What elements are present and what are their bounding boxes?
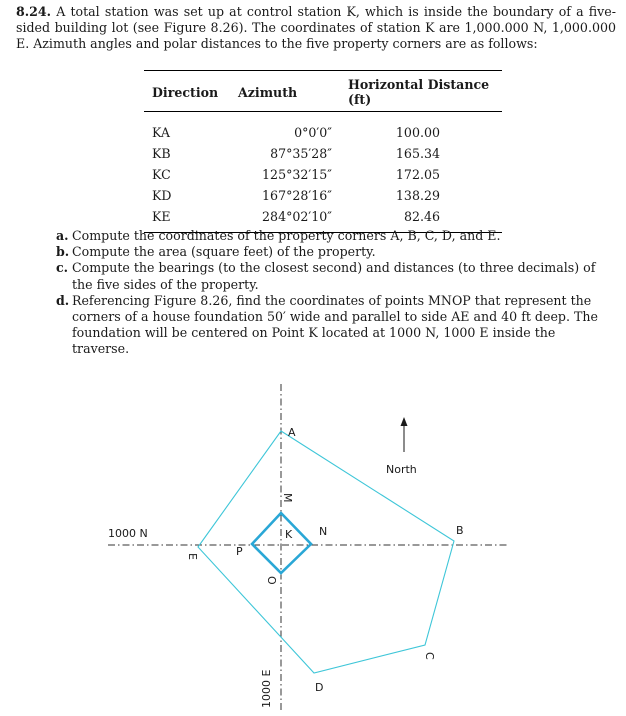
part-text: Compute the area (square feet) of the property. (72, 244, 376, 260)
cell-azimuth: 87°35′28″ (270, 146, 332, 161)
label-m: M (281, 493, 294, 503)
cell-azimuth: 284°02′10″ (238, 205, 348, 233)
cell-azimuth: 125°32′15″ (262, 167, 332, 182)
cell-distance: 100.00 (395, 125, 440, 140)
northing-label: 1000 N (108, 527, 148, 540)
cell-distance: 165.34 (395, 146, 440, 161)
cell-distance: 172.05 (395, 167, 440, 182)
label-b: B (456, 524, 464, 537)
easting-label: 1000 E (260, 669, 273, 708)
cell-direction: KE (144, 205, 238, 233)
part-text: Compute the coordinates of the property corners A, B, C, D, and E. (72, 228, 501, 243)
part-label: a. (56, 228, 69, 243)
label-n: N (319, 525, 328, 538)
cell-distance: 138.29 (395, 188, 440, 203)
part-label: b. (56, 244, 70, 260)
part-label: c. (56, 260, 69, 276)
cell-azimuth: 167°28′16″ (262, 188, 332, 203)
label-c: C (423, 652, 436, 660)
part-text: Compute the bearings (to the closest second) and distances (to three decimals) of the five sides of the property. (72, 260, 596, 292)
part-text: Referencing Figure 8.26, find the coordinates of points MNOP that represent the corners of a house foundation 50′ wide and parallel to side AE and 40 ft deep. The foundation will be centered on Point K located at 1000 N, 1000 E inside the traverse. (72, 292, 598, 357)
cell-distance: 82.46 (348, 205, 502, 233)
cell-direction: KD (152, 188, 172, 203)
header-azimuth: Azimuth (238, 71, 348, 112)
cell-direction: KA (152, 125, 170, 140)
label-a: A (288, 426, 296, 439)
north-label: North (386, 463, 417, 476)
label-d: D (315, 681, 324, 694)
problem-number: 8.24. (16, 4, 52, 19)
label-o: O (265, 576, 278, 585)
label-k: K (285, 528, 293, 541)
north-arrow-icon (401, 417, 408, 426)
header-direction: Direction (144, 71, 238, 112)
cell-azimuth: 0°0′0″ (294, 125, 332, 140)
label-e: E (186, 553, 199, 560)
label-p: P (236, 545, 243, 558)
problem-text: A total station was set up at control station K, which is inside the boundary of a five-sided building lot (see Figure 8.26). The coordinates of station K are 1,000.000 N, 1,000.000 E. Azimuth angles and polar distances to the five property corners are as follows: (16, 4, 616, 52)
cell-direction: KB (152, 146, 171, 161)
part-label: d. (56, 292, 70, 308)
cell-direction: KC (152, 167, 171, 182)
header-horizontal-distance: Horizontal Distance (ft) (348, 71, 502, 112)
